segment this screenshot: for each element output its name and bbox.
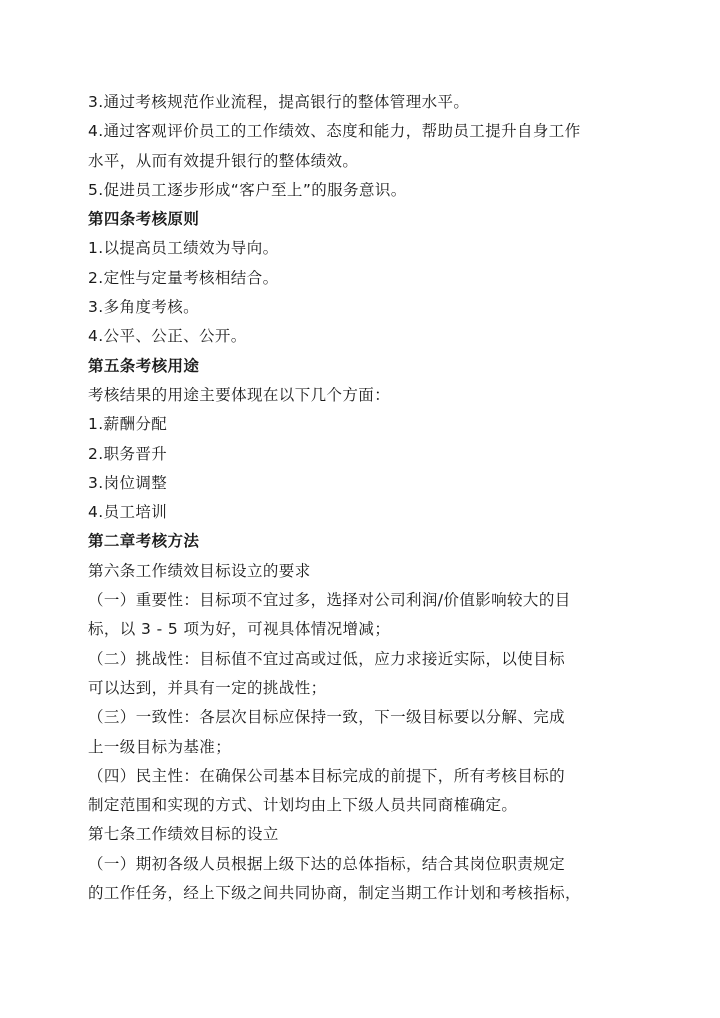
article-7-heading: 第七条工作绩效目标的设立	[88, 825, 279, 844]
article-4-heading: 第四条考核原则	[88, 210, 200, 229]
text-line-24: （四）民主性：在确保公司基本目标完成的前提下，所有考核目标的	[88, 766, 566, 785]
text-line-13: 2.职务晋升	[88, 444, 168, 463]
text-line-15: 4.员工培训	[88, 503, 168, 522]
text-line-3: 水平，从而有效提升银行的整体绩效。	[88, 151, 359, 170]
text-line-22: （三）一致性：各层次目标应保持一致，下一级目标要以分解、完成	[88, 708, 566, 727]
text-line-4: 5.促进员工逐步形成“客户至上”的服务意识。	[88, 180, 407, 199]
text-line-1: 3.通过考核规范作业流程，提高银行的整体管理水平。	[88, 93, 470, 111]
text-line-6: 1.以提高员工绩效为导向。	[88, 239, 279, 258]
text-line-19: 标，以 3 - 5 项为好，可视具体情况增减；	[88, 620, 391, 639]
document-page	[88, 88, 668, 908]
text-line-14: 3.岗位调整	[88, 473, 168, 492]
text-line-23: 上一级目标为基准；	[88, 737, 232, 756]
text-line-21: 可以达到，并具有一定的挑战性；	[88, 678, 327, 697]
text-line-11: 考核结果的用途主要体现在以下几个方面：	[88, 385, 391, 404]
article-5-heading: 第五条考核用途	[88, 356, 200, 375]
text-line-25: 制定范围和实现的方式、计划均由上下级人员共同商榷确定。	[88, 796, 518, 815]
chapter-2-heading: 第二章考核方法	[88, 532, 200, 551]
text-line-8: 3.多角度考核。	[88, 298, 199, 317]
text-line-28: 的工作任务，经上下级之间共同协商，制定当期工作计划和考核指标，	[88, 884, 581, 903]
text-line-7: 2.定性与定量考核相结合。	[88, 268, 279, 287]
article-6-heading: 第六条工作绩效目标设立的要求	[88, 561, 311, 580]
text-line-20: （二）挑战性：目标值不宜过高或过低，应力求接近实际，以使目标	[88, 649, 566, 668]
text-line-2: 4.通过客观评价员工的工作绩效、态度和能力，帮助员工提升自身工作	[88, 122, 581, 141]
text-line-27: （一）期初各级人员根据上级下达的总体指标，结合其岗位职责规定	[88, 854, 566, 873]
text-line-9: 4.公平、公正、公开。	[88, 327, 247, 346]
text-line-12: 1.薪酬分配	[88, 415, 168, 434]
text-line-18: （一）重要性：目标项不宜过多，选择对公司利润/价值影响较大的目	[88, 591, 571, 610]
